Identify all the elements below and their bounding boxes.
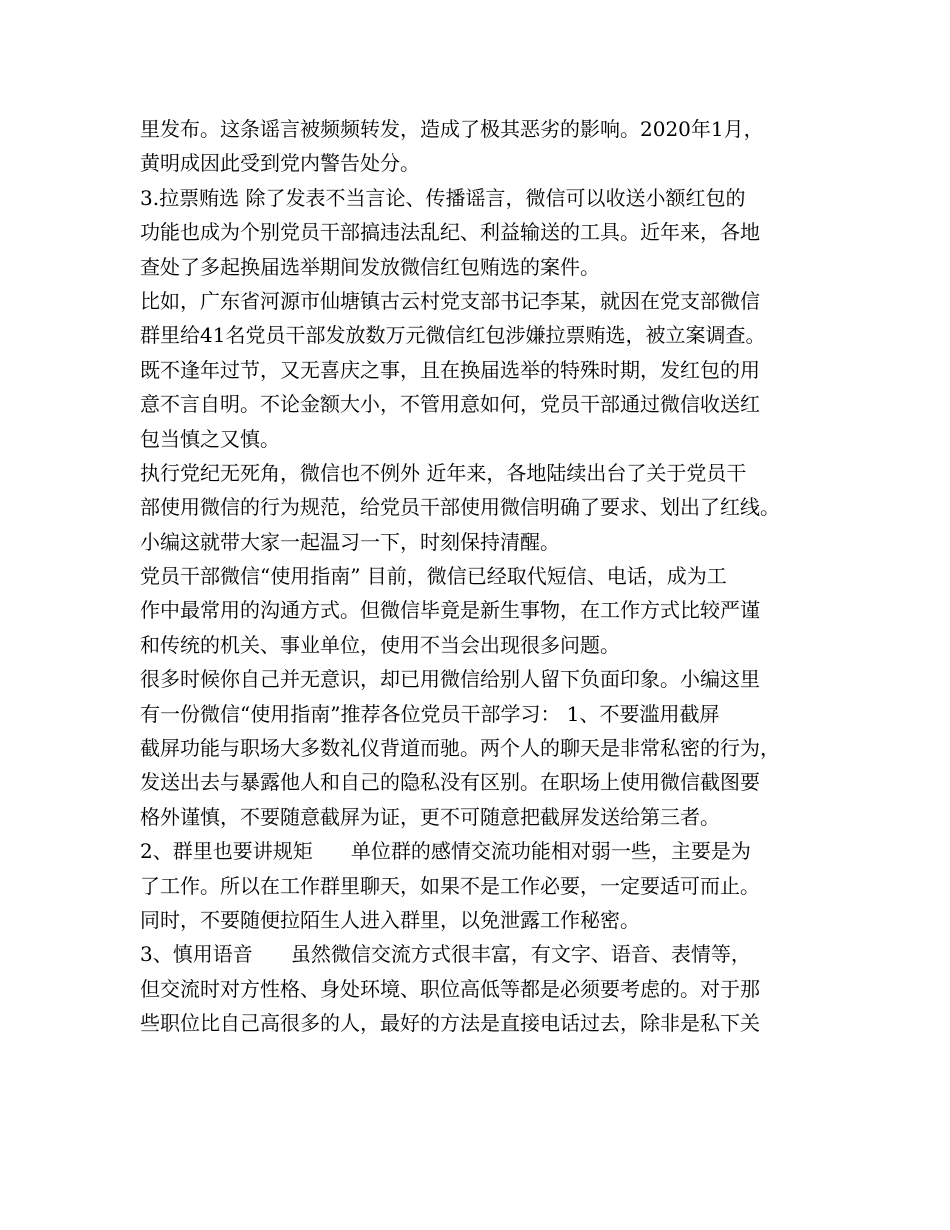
text-line: 既不逢年过节，又无喜庆之事，且在换届选举的特殊时期，发红包的用 [140, 357, 760, 382]
text-line: 很多时候你自己并无意识，却已用微信给别人留下负面印象。小编这里 [140, 667, 760, 692]
text-line: 部使用微信的行为规范，给党员干部使用微信明确了要求、划出了红线。 [140, 495, 780, 520]
text-line: 但交流时对方性格、身处环境、职位高低等都是必须要考虑的。对于那 [140, 976, 760, 1001]
text-line: 和传统的机关、事业单位，使用不当会出现很多问题。 [140, 632, 620, 657]
text-line: 包当慎之又慎。 [140, 426, 280, 451]
text-line: 执行党纪无死角，微信也不例外 近年来，各地陆续出台了关于党员干 [140, 460, 747, 485]
text-line: 3.拉票贿选 除了发表不当言论、传播谣言，微信可以收送小额红包的 [140, 185, 746, 210]
text-line: 些职位比自己高很多的人，最好的方法是直接电话过去，除非是私下关 [140, 1011, 760, 1036]
text-line: 党员干部微信“使用指南” 目前，微信已经取代短信、电话，成为工 [140, 564, 727, 589]
text-line: 3、慎用语音 虽然微信交流方式很丰富，有文字、语音、表情等， [140, 942, 751, 967]
text-line: 比如，广东省河源市仙塘镇古云村党支部书记李某，就因在党支部微信 [140, 288, 760, 313]
text-line: 查处了多起换届选举期间发放微信红包贿选的案件。 [140, 254, 600, 279]
text-line: 里发布。这条谣言被频频转发，造成了极其恶劣的影响。2020年1月， [140, 117, 764, 141]
text-line: 截屏功能与职场大多数礼仪背道而驰。两个人的聊天是非常私密的行为， [140, 736, 780, 761]
text-line: 功能也成为个别党员干部搞违法乱纪、利益输送的工具。近年来，各地 [140, 220, 760, 245]
text-line: 群里给41名党员干部发放数万元微信红包涉嫌拉票贿选，被立案调查。 [140, 323, 766, 348]
text-line: 2、群里也要讲规矩 单位群的感情交流功能相对弱一些，主要是为 [140, 839, 751, 864]
text-line: 了工作。所以在工作群里聊天，如果不是工作必要，一定要适可而止。 [140, 873, 760, 898]
text-line: 格外谨慎，不要随意截屏为证，更不可随意把截屏发送给第三者。 [140, 804, 720, 829]
document-body [140, 112, 830, 1041]
text-line: 有一份微信“使用指南”推荐各位党员干部学习： 1、不要滥用截屏 [140, 701, 720, 726]
text-line: 作中最常用的沟通方式。但微信毕竟是新生事物，在工作方式比较严谨 [140, 598, 760, 623]
text-line: 黄明成因此受到党内警告处分。 [140, 151, 420, 176]
text-line: 意不言自明。不论金额大小，不管用意如何，党员干部通过微信收送红 [140, 392, 760, 417]
text-line: 同时，不要随便拉陌生人进入群里，以免泄露工作秘密。 [140, 907, 640, 932]
text-line: 小编这就带大家一起温习一下，时刻保持清醒。 [140, 529, 560, 554]
text-line: 发送出去与暴露他人和自己的隐私没有区别。在职场上使用微信截图要 [140, 770, 760, 795]
